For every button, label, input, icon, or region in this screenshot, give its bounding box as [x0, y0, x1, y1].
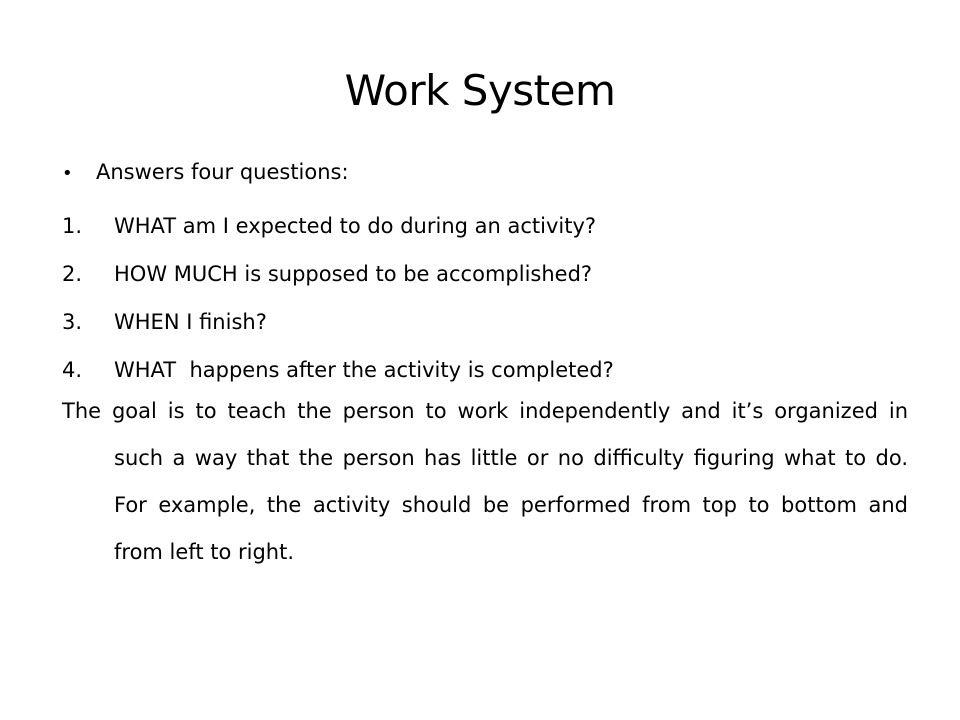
bullet-line [62, 157, 349, 189]
list-item-number: 3. [62, 310, 83, 334]
goal-paragraph: The goal is to teach the person to work independently and it’s organized in such a way that the person has little or no difficulty figuring what to do. For example, the activity should be performed from top to bottom and from left to right. [62, 399, 908, 564]
list-item-number: 1. [62, 214, 83, 238]
bullet-text: Answers four questions: [96, 160, 349, 184]
question-list [62, 202, 614, 394]
list-item [62, 202, 614, 250]
list-item-number: 4. [62, 358, 83, 382]
list-item [62, 298, 614, 346]
list-item-text: WHEN I finish? [114, 310, 267, 334]
list-item [62, 346, 614, 394]
slide-title: Work System [344, 66, 616, 115]
list-item-text: HOW MUCH is supposed to be accomplished? [114, 262, 593, 286]
list-item-text: WHAT happens after the activity is completed? [114, 358, 614, 382]
list-item-number: 2. [62, 262, 83, 286]
list-item-text: WHAT am I expected to do during an activity? [114, 214, 597, 238]
bullet-dot-icon: • [62, 163, 73, 184]
list-item [62, 250, 614, 298]
